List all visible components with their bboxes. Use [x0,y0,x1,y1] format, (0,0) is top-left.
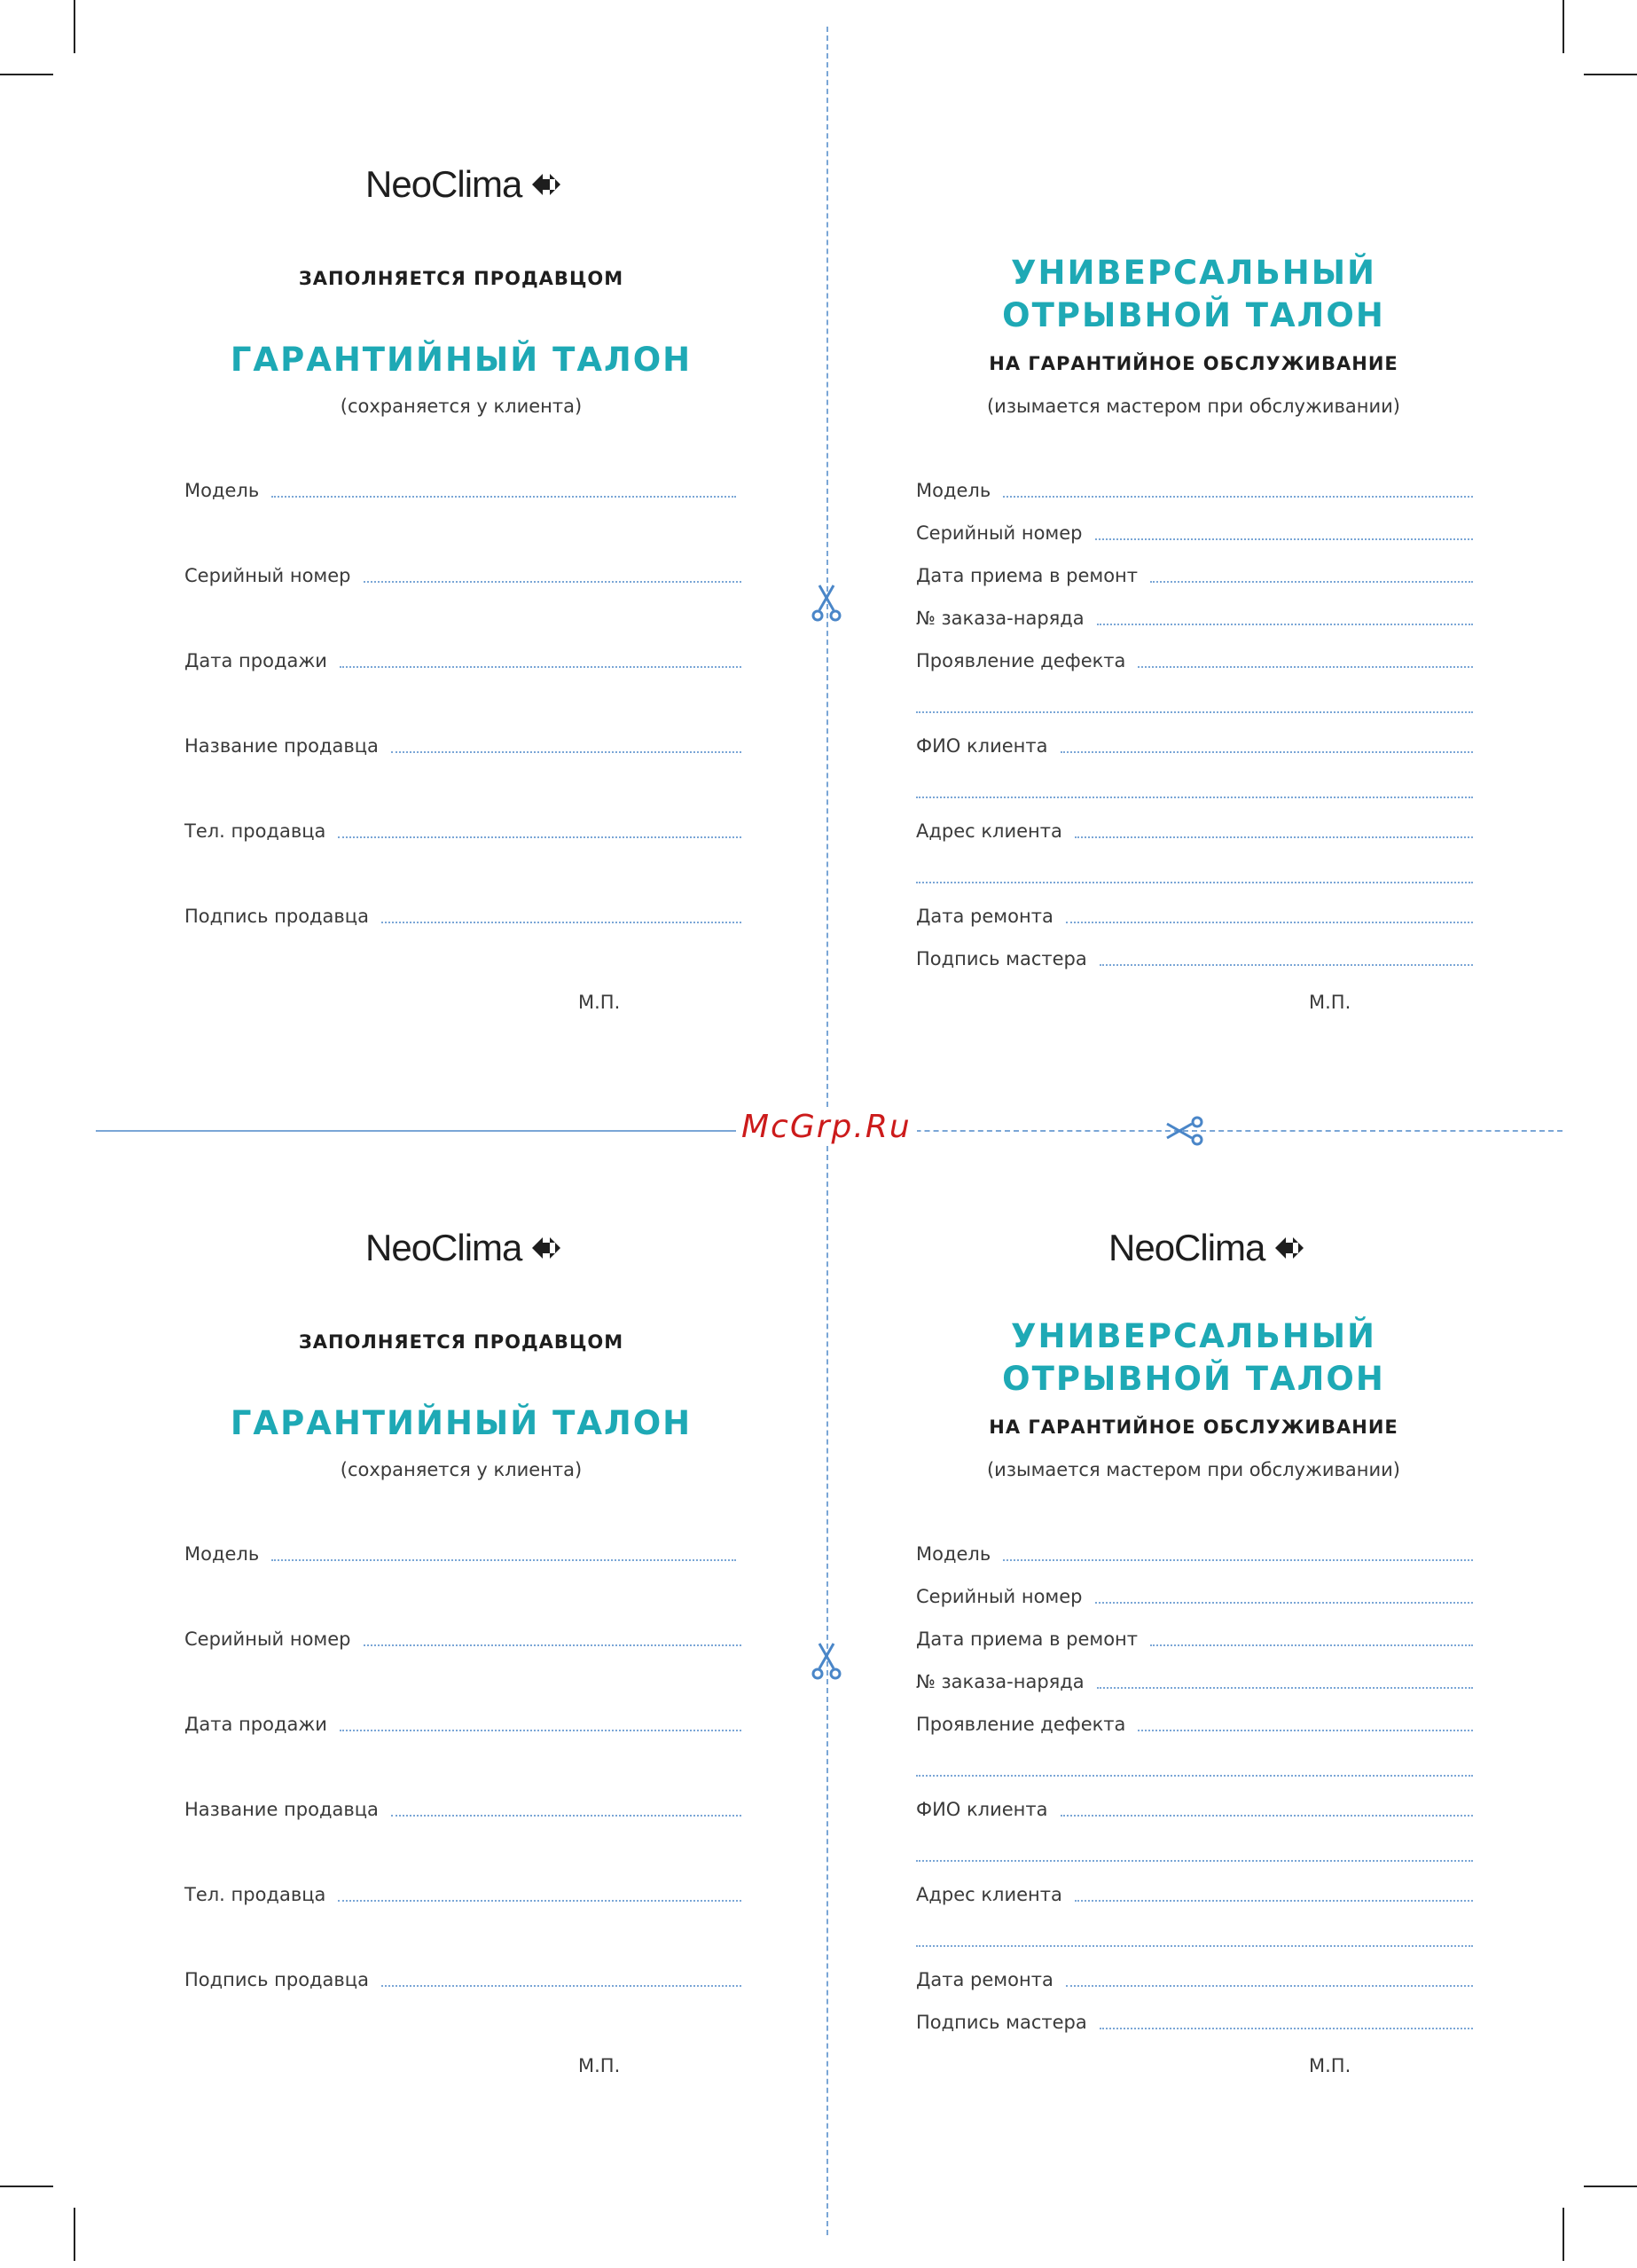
field-client-name[interactable]: ФИО клиента [916,1798,1473,1821]
stamp-place: М.П. [1309,2055,1351,2076]
field-repair-date[interactable]: Дата ремонта [916,905,1473,928]
field-model[interactable]: Модель [184,1542,736,1566]
coupon-subtitle: (изымается мастером при обслуживании) [986,1459,1401,1480]
field-serial[interactable]: Серийный номер [916,522,1473,545]
field-defect[interactable]: Проявление дефекта [916,649,1473,672]
tear-off-coupon [830,1221,1557,2268]
crop-mark [74,2208,75,2261]
field-client-address[interactable]: Адрес клиента [916,820,1473,843]
filled-by-seller: ЗАПОЛНЯЕТСЯ ПРОДАВЦОМ [298,1331,624,1353]
field-seller-phone[interactable]: Тел. продавца [184,1883,741,1906]
crop-mark [1563,0,1564,53]
crop-mark [74,0,75,53]
coupon-title: ГАРАНТИЙНЫЙ ТАЛОН [230,1404,693,1442]
coupon-subtitle: (изымается мастером при обслуживании) [986,396,1401,417]
warranty-coupon [98,1221,825,2268]
field-repair-intake-date[interactable]: Дата приема в ремонт [916,1628,1473,1651]
filled-by-seller: ЗАПОЛНЯЕТСЯ ПРОДАВЦОМ [298,268,624,289]
field-repair-date[interactable]: Дата ремонта [916,1968,1473,1991]
field-serial[interactable]: Серийный номер [184,1628,741,1651]
coupon-title-line1: УНИВЕРСАЛЬНЫЙ [1010,1317,1377,1355]
crop-mark [0,74,53,75]
field-defect-line2[interactable] [916,1775,1473,1777]
coupon-header: НА ГАРАНТИЙНОЕ ОБСЛУЖИВАНИЕ [989,1417,1398,1438]
field-serial[interactable]: Серийный номер [184,564,741,587]
brand-name: NeoClima [365,1227,522,1268]
field-client-address-line2[interactable] [916,882,1473,883]
field-seller-name[interactable]: Название продавца [184,1798,741,1821]
stamp-place: М.П. [1309,992,1351,1013]
coupon-subtitle: (сохраняется у клиента) [340,396,583,417]
coupon-title: ГАРАНТИЙНЫЙ ТАЛОН [230,341,693,379]
crop-mark [0,2186,53,2187]
field-order-number[interactable]: № заказа-наряда [916,1670,1473,1693]
brand-logo [1108,1221,1307,1275]
field-serial[interactable]: Серийный номер [916,1585,1473,1608]
coupon-title-line2: ОТРЫВНОЙ ТАЛОН [1002,1360,1385,1398]
field-client-name[interactable]: ФИО клиента [916,734,1473,757]
coupon-title-line1: УНИВЕРСАЛЬНЫЙ [1010,254,1377,292]
neoclima-arrows-icon [529,167,564,202]
field-defect[interactable]: Проявление дефекта [916,1713,1473,1736]
watermark: McGrp.Ru [736,1109,917,1145]
crop-mark [1584,74,1637,75]
field-seller-signature[interactable]: Подпись продавца [184,1968,741,1991]
neoclima-arrows-icon [1272,1230,1307,1266]
coupon-subtitle: (сохраняется у клиента) [340,1459,583,1480]
field-technician-signature[interactable]: Подпись мастера [916,2011,1473,2034]
field-client-name-line2[interactable] [916,797,1473,798]
tear-off-coupon [830,158,1557,1205]
field-sale-date[interactable]: Дата продажи [184,1713,741,1736]
field-seller-name[interactable]: Название продавца [184,734,741,757]
coupon-header: НА ГАРАНТИЙНОЕ ОБСЛУЖИВАНИЕ [989,353,1398,374]
stamp-place: М.П. [578,2055,621,2076]
field-defect-line2[interactable] [916,711,1473,713]
field-seller-phone[interactable]: Тел. продавца [184,820,741,843]
coupon-title-line2: ОТРЫВНОЙ ТАЛОН [1002,296,1385,334]
field-client-name-line2[interactable] [916,1860,1473,1862]
field-order-number[interactable]: № заказа-наряда [916,607,1473,630]
field-repair-intake-date[interactable]: Дата приема в ремонт [916,564,1473,587]
brand-name: NeoClima [365,163,522,205]
crop-mark [1584,2186,1637,2187]
field-seller-signature[interactable]: Подпись продавца [184,905,741,928]
field-model[interactable]: Модель [916,479,1473,502]
field-client-address[interactable]: Адрес клиента [916,1883,1473,1906]
field-technician-signature[interactable]: Подпись мастера [916,947,1473,970]
brand-logo [365,1221,564,1275]
crop-mark [1563,2208,1564,2261]
warranty-coupon [98,158,825,1205]
brand-logo [365,158,564,211]
field-model[interactable]: Модель [916,1542,1473,1566]
field-client-address-line2[interactable] [916,1945,1473,1947]
neoclima-arrows-icon [529,1230,564,1266]
stamp-place: М.П. [578,992,621,1013]
field-sale-date[interactable]: Дата продажи [184,649,741,672]
field-model[interactable]: Модель [184,479,736,502]
brand-name: NeoClima [1108,1227,1265,1268]
